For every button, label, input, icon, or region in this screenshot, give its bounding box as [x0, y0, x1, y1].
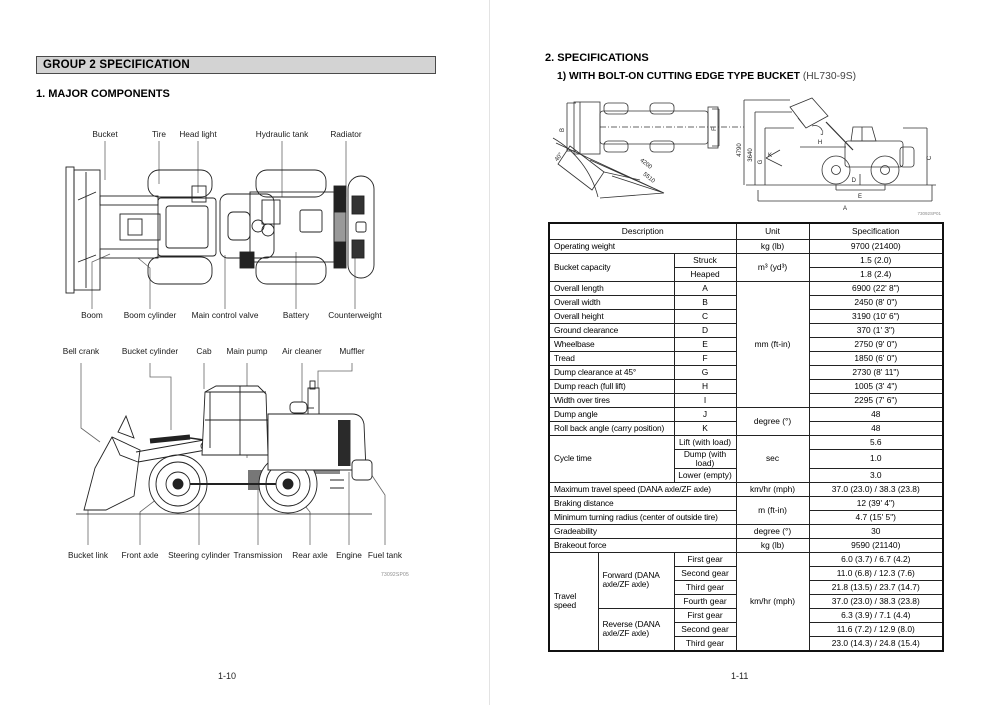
sub-cell: I [674, 394, 736, 408]
gear-cell: Fourth gear [674, 594, 736, 608]
desc-cell: Dump clearance at 45° [549, 366, 674, 380]
sub-cell: B [674, 296, 736, 310]
figure-code: 73092SP05 [381, 572, 409, 578]
direction-cell: Reverse (DANA axle/ZF axle) [598, 608, 674, 651]
component-label: Radiator [330, 129, 362, 139]
sub-cell: H [674, 380, 736, 394]
component-label: Bucket cylinder [121, 346, 179, 356]
dim-4790: 4790 [737, 143, 743, 157]
loader-top-view-diagram [55, 120, 445, 315]
desc-cell: Overall height [549, 310, 674, 324]
unit-cell: km/hr (mph) [736, 482, 809, 496]
component-label: Main control valve [191, 310, 259, 320]
desc-cell: Dump angle [549, 408, 674, 422]
dim-a: A [842, 206, 848, 212]
group-header-bar: GROUP 2 SPECIFICATION [36, 56, 436, 74]
spec-cell: 9590 (21140) [809, 538, 943, 552]
gear-cell: Third gear [674, 636, 736, 651]
bucket-type-subtitle-main: 1) WITH BOLT-ON CUTTING EDGE TYPE BUCKET [557, 71, 800, 82]
dim-e: E [857, 194, 863, 200]
unit-cell: kg (lb) [736, 538, 809, 552]
spec-cell: 3.0 [809, 468, 943, 482]
spec-cell: 11.6 (7.2) / 12.9 (8.0) [809, 622, 943, 636]
desc-cell: Minimum turning radius (center of outside tire) [549, 510, 736, 524]
spec-cell: 37.0 (23.0) / 38.3 (23.8) [809, 482, 943, 496]
model-code: (HL730-9S) [802, 71, 857, 82]
dim-j: J [820, 131, 824, 137]
spec-cell: 2730 (8' 11") [809, 366, 943, 380]
specification-table [548, 222, 944, 652]
sub-cell: D [674, 324, 736, 338]
component-label: Boom cylinder [123, 310, 177, 320]
spec-cell: 1005 (3' 4") [809, 380, 943, 394]
desc-cell: Width over tires [549, 394, 674, 408]
desc-cell: Bucket capacity [549, 254, 674, 282]
desc-cell: Operating weight [549, 240, 736, 254]
spec-cell: 2450 (8' 0") [809, 296, 943, 310]
table-header-row [549, 223, 943, 240]
component-label: Tire [152, 129, 166, 139]
unit-cell: sec [736, 436, 809, 483]
dim-r1: 4200 [638, 157, 653, 171]
page-number-right: 1-11 [731, 671, 749, 681]
table-row [549, 408, 943, 422]
dim-c: C [927, 155, 933, 161]
unit-cell: degree (°) [736, 524, 809, 538]
dim-k: K [767, 153, 773, 159]
component-label: Hydraulic tank [255, 129, 309, 139]
specifications-title: 2. SPECIFICATIONS [545, 52, 649, 64]
spec-cell: 9700 (21400) [809, 240, 943, 254]
table-row [549, 240, 943, 254]
spec-cell: 1850 (6' 0") [809, 352, 943, 366]
desc-cell: Gradeability [549, 524, 736, 538]
component-label: Main pump [226, 346, 268, 356]
spec-cell: 370 (1' 3") [809, 324, 943, 338]
spec-cell: 12 (39' 4") [809, 496, 943, 510]
component-label: Bell crank [62, 346, 100, 356]
dim-f: F [712, 127, 718, 131]
unit-cell: m³ (yd³) [736, 254, 809, 282]
spec-cell: 1.5 (2.0) [809, 254, 943, 268]
component-label: Air cleaner [282, 346, 322, 356]
component-label: Front axle [121, 550, 159, 560]
sub-cell: F [674, 352, 736, 366]
component-label: Engine [336, 550, 362, 560]
desc-cell: Dump reach (full lift) [549, 380, 674, 394]
bucket-type-subtitle [557, 71, 856, 82]
table-row [549, 496, 943, 510]
sub-cell: Struck [674, 254, 736, 268]
page-divider [489, 0, 490, 705]
machine-outline [76, 381, 372, 514]
spec-cell: 4.7 (15' 5") [809, 510, 943, 524]
gear-cell: First gear [674, 552, 736, 566]
dim-d: D [851, 178, 856, 184]
component-label: Rear axle [292, 550, 328, 560]
desc-cell: Tread [549, 352, 674, 366]
sub-cell: G [674, 366, 736, 380]
desc-cell: Overall length [549, 282, 674, 296]
direction-cell: Forward (DANA axle/ZF axle) [598, 552, 674, 608]
sub-cell: Lower (empty) [674, 468, 736, 482]
component-label: Cab [196, 346, 212, 356]
spec-cell: 2295 (7' 6") [809, 394, 943, 408]
component-label: Steering cylinder [168, 550, 230, 560]
desc-cell: Ground clearance [549, 324, 674, 338]
spec-cell: 48 [809, 422, 943, 436]
component-label: Battery [282, 310, 310, 320]
desc-cell: Wheelbase [549, 338, 674, 352]
unit-cell: km/hr (mph) [736, 552, 809, 651]
table-row [549, 436, 943, 450]
sub-cell: J [674, 408, 736, 422]
desc-cell: Brakeout force [549, 538, 736, 552]
table-row [549, 254, 943, 268]
desc-cell: Cycle time [549, 436, 674, 483]
component-label: Transmission [233, 550, 283, 560]
component-label: Boom [81, 310, 103, 320]
table-row [549, 482, 943, 496]
unit-cell: kg (lb) [736, 240, 809, 254]
unit-cell: degree (°) [736, 408, 809, 436]
sub-cell: K [674, 422, 736, 436]
component-label: Head light [179, 129, 217, 139]
spec-cell: 2750 (9' 0") [809, 338, 943, 352]
unit-cell: mm (ft-in) [736, 282, 809, 408]
machine-outline [66, 167, 374, 293]
component-label: Fuel tank [367, 550, 403, 560]
dimensions-diagram [545, 96, 945, 218]
component-label: Counterweight [328, 310, 382, 320]
spec-cell: 21.8 (13.5) / 23.7 (14.7) [809, 580, 943, 594]
dim-r2: 5510 [641, 171, 656, 185]
gear-cell: Second gear [674, 622, 736, 636]
major-components-title: 1. MAJOR COMPONENTS [36, 88, 170, 100]
spec-cell: 6.3 (3.9) / 7.1 (4.4) [809, 608, 943, 622]
page-number-left: 1-10 [218, 671, 237, 681]
spec-cell: 1.0 [809, 450, 943, 469]
gear-cell: Second gear [674, 566, 736, 580]
sub-cell: C [674, 310, 736, 324]
sub-cell: Lift (with load) [674, 436, 736, 450]
spec-cell: 1.8 (2.4) [809, 268, 943, 282]
dim-h: H [817, 140, 823, 146]
col-header-specification: Specification [809, 223, 943, 240]
figure-code: 73092SP01 [917, 211, 941, 216]
spec-cell: 6.0 (3.7) / 6.7 (4.2) [809, 552, 943, 566]
col-header-unit: Unit [736, 223, 809, 240]
sub-cell: E [674, 338, 736, 352]
spec-cell: 48 [809, 408, 943, 422]
side-view [744, 98, 936, 201]
gear-cell: First gear [674, 608, 736, 622]
unit-cell: m (ft-in) [736, 496, 809, 524]
spec-cell: 23.0 (14.3) / 24.8 (15.4) [809, 636, 943, 651]
table-row [549, 552, 943, 566]
spec-cell: 37.0 (23.0) / 38.3 (23.8) [809, 594, 943, 608]
plan-view [553, 102, 744, 198]
col-header-description: Description [549, 223, 736, 240]
table-row [549, 282, 943, 296]
desc-cell: Braking distance [549, 496, 736, 510]
desc-cell: Overall width [549, 296, 674, 310]
dim-b: B [560, 127, 566, 133]
spec-cell: 3190 (10' 6") [809, 310, 943, 324]
component-label: Bucket link [67, 550, 109, 560]
spec-cell: 30 [809, 524, 943, 538]
gear-cell: Third gear [674, 580, 736, 594]
sub-cell: Dump (with load) [674, 450, 736, 469]
desc-cell: Maximum travel speed (DANA axle/ZF axle) [549, 482, 736, 496]
sub-cell: A [674, 282, 736, 296]
desc-cell: Roll back angle (carry position) [549, 422, 674, 436]
dim-g: G [758, 159, 764, 165]
spec-cell: 11.0 (6.8) / 12.3 (7.6) [809, 566, 943, 580]
spec-cell: 6900 (22' 8") [809, 282, 943, 296]
dim-3640: 3640 [748, 148, 754, 162]
spec-cell: 5.6 [809, 436, 943, 450]
table-row [549, 538, 943, 552]
dim-angle: 40° [554, 151, 565, 163]
component-label: Bucket [92, 129, 118, 139]
desc-cell: Travel speed [549, 552, 598, 651]
sub-cell: Heaped [674, 268, 736, 282]
component-label: Muffler [339, 346, 365, 356]
loader-side-view-diagram [55, 352, 450, 552]
table-row [549, 524, 943, 538]
